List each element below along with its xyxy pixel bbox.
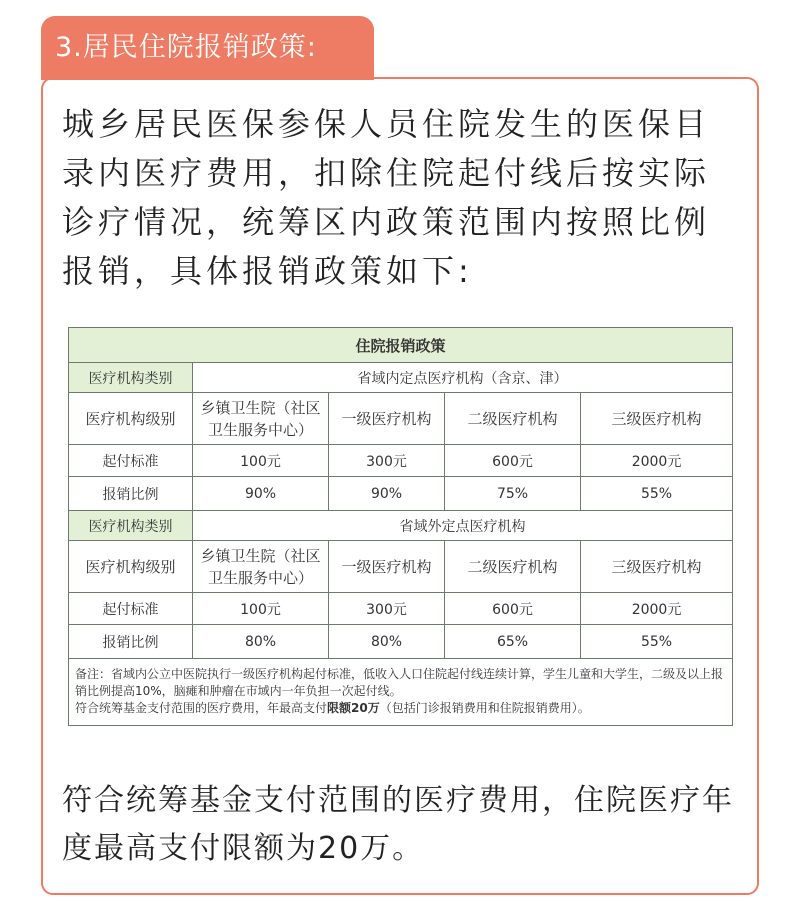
threshold-cell: 300元 [329,445,445,477]
category-value: 省域内定点医疗机构（含京、津） [193,363,733,393]
note-line-1: 备注：省域内公立中医院执行一级医疗机构起付标准，低收入人口住院起付线连续计算，学生儿童和大学生，二级及以上报销比例提高10%，脑瘫和肿瘤在市域内一年负担一次起付线。 [75,667,724,698]
note-line-2 [75,700,726,717]
note-limit-highlight: 限额20万 [327,701,380,715]
threshold-cell: 300元 [329,593,445,625]
ratio-cell: 65% [445,625,581,659]
ratio-cell: 90% [193,477,329,511]
threshold-cell: 600元 [445,593,581,625]
table-row [69,393,733,445]
table-row [69,363,733,393]
threshold-cell: 100元 [193,593,329,625]
threshold-cell: 100元 [193,445,329,477]
intro-paragraph: 城乡居民医保参保人员住院发生的医保目录内医疗费用，扣除住院起付线后按实际诊疗情况，统筹区内政策范围内按照比例报销，具体报销政策如下: [62,105,711,290]
table-row [69,625,733,659]
summary-paragraph: 符合统筹基金支付范围的医疗费用，住院医疗年度最高支付限额为20万。 [62,783,734,866]
level-label: 医疗机构级别 [69,541,193,593]
table-caption: 住院报销政策 [69,328,733,363]
ratio-cell: 75% [445,477,581,511]
section-title: 3.居民住院报销政策: [41,16,374,80]
note-line-2-prefix: 符合统筹基金支付范围的医疗费用，年最高支付 [75,701,328,715]
table-row [69,511,733,541]
table-row [69,445,733,477]
table-note [69,659,733,726]
level-cell: 乡镇卫生院（社区卫生服务中心） [193,393,329,445]
table-row [69,541,733,593]
ratio-cell: 90% [329,477,445,511]
threshold-label: 起付标准 [69,445,193,477]
category-label: 医疗机构类别 [69,363,193,393]
level-cell: 一级医疗机构 [329,541,445,593]
level-cell: 二级医疗机构 [445,393,581,445]
level-cell: 一级医疗机构 [329,393,445,445]
ratio-cell: 80% [329,625,445,659]
ratio-cell: 80% [193,625,329,659]
table-row [69,593,733,625]
threshold-cell: 2000元 [581,445,733,477]
reimbursement-policy-table [68,327,733,726]
level-cell: 三级医疗机构 [581,541,733,593]
level-cell: 二级医疗机构 [445,541,581,593]
category-label: 医疗机构类别 [69,511,193,541]
ratio-label: 报销比例 [69,625,193,659]
ratio-cell: 55% [581,477,733,511]
category-value: 省域外定点医疗机构 [193,511,733,541]
threshold-cell: 2000元 [581,593,733,625]
ratio-cell: 55% [581,625,733,659]
level-cell: 乡镇卫生院（社区卫生服务中心） [193,541,329,593]
threshold-cell: 600元 [445,445,581,477]
threshold-label: 起付标准 [69,593,193,625]
level-cell: 三级医疗机构 [581,393,733,445]
table-row [69,477,733,511]
note-line-2-suffix: （包括门诊报销费用和住院报销费用）。 [379,701,590,715]
table-row [69,659,733,726]
level-label: 医疗机构级别 [69,393,193,445]
ratio-label: 报销比例 [69,477,193,511]
